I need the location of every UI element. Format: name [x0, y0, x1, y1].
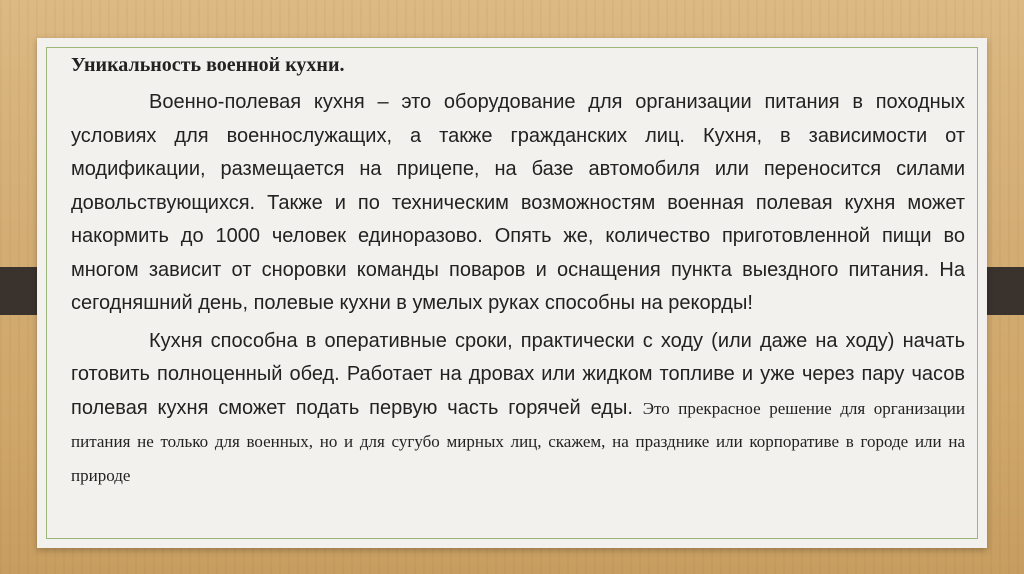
slide-content — [71, 51, 965, 496]
paragraph-2-small: Это прекрасное решение для организации питания не только для военных, но и для сугубо мирных лиц, скажем, на празднике или корпоративе в городе или на природе — [71, 398, 966, 485]
paragraph-2-main: Кухня способна в оперативные сроки, практически с ходу (или даже на ходу) начать готовить полноценный обед. Работает на дровах или жидком топливе и уже через пару часов полевая кухня сможет подать первую часть горячей еды. — [71, 329, 965, 419]
slide-card — [37, 38, 987, 548]
paragraph-2 — [71, 325, 965, 493]
slide-title: Уникальность военной кухни. — [71, 54, 345, 76]
paragraph-1: Военно-полевая кухня – это оборудование для организации питания в походных условиях для военнослужащих, а также гражданских лиц. Кухня, в зависимости от модификации, размещается на прицепе, на базе автомобиля или переносится силами довольствующихся. Также и по техническим возможностям военная полевая кухня может накормить до 1000 человек единоразово. Опять же, количество приготовленной пищи во многом зависит от сноровки команды поваров и оснащения пункта выездного питания. На сегодняшний день, полевые кухни в умелых руках способны на рекорды! — [71, 91, 965, 314]
